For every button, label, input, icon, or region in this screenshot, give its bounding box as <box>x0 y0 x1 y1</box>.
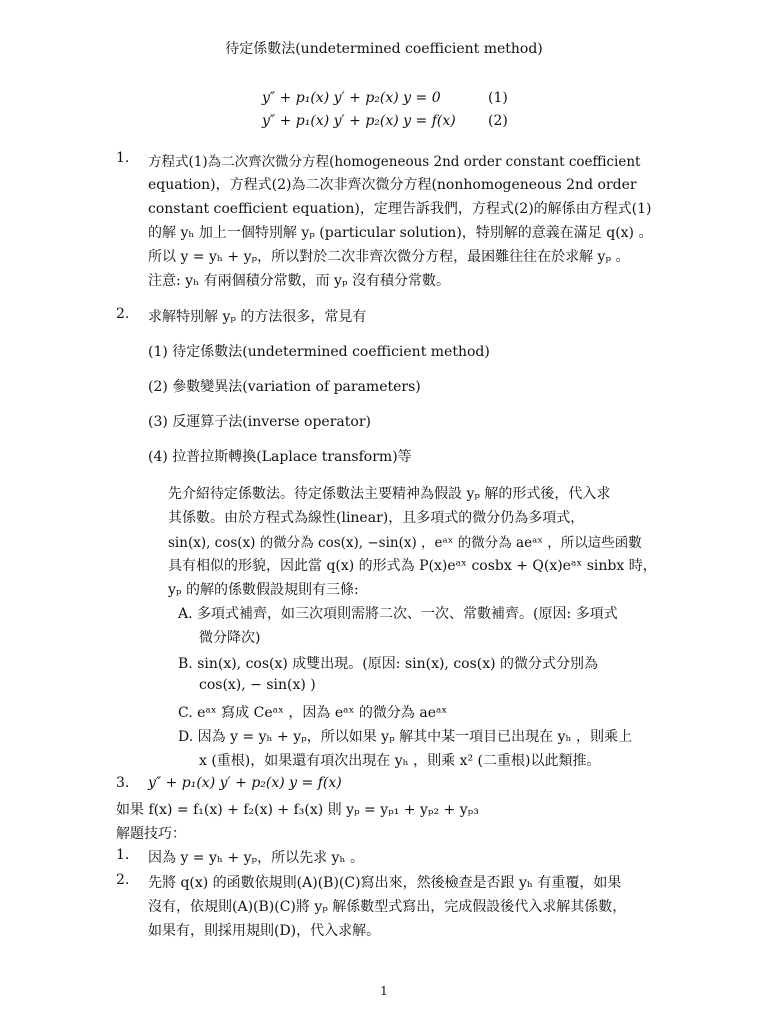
section-3-equation: y″ + p₁(x) y′ + p₂(x) y = f(x) <box>148 775 342 791</box>
rule-b: B. sin(x), cos(x) 成雙出現。(原因: sin(x), cos(x) 的微分式分別為 <box>178 656 599 672</box>
section-1-line: constant coefficient equation)，定理告訴我們，方程式(2)的解係由方程式(1) <box>148 201 652 217</box>
method-item: (3) 反運算子法(inverse operator) <box>148 414 371 430</box>
page-title: 待定係數法(undetermined coefficient method) <box>225 41 543 57</box>
tip-2-line: 沒有，依規則(A)(B)(C)將 yₚ 解係數型式寫出，完成假設後代入求解其係數， <box>148 899 627 915</box>
tip-2-line: 先將 q(x) 的函數依規則(A)(B)(C)寫出來，然後檢查是否跟 yₕ 有重覆，如果 <box>148 875 622 891</box>
tip-1-number: 1. <box>116 847 130 863</box>
rule-c: C. eᵃˣ 寫成 Ceᵃˣ ，因為 eᵃˣ 的微分為 aeᵃˣ <box>178 705 448 721</box>
paragraph-line: yₚ 的解的係數假設規則有三條: <box>168 582 359 598</box>
paragraph-line: 具有相似的形貌，因此當 q(x) 的形式為 P(x)eᵃˣ cosbx + Q(x)eᵃˣ sinbx 時， <box>168 558 657 574</box>
rule-b-cont: cos(x), − sin(x) ) <box>199 677 316 693</box>
page-number: 1 <box>380 984 388 998</box>
tip-1-line: 因為 y = yₕ + yₚ，所以先求 yₕ 。 <box>148 850 364 866</box>
section-1-line: 所以 y = yₕ + yₚ，所以對於二次非齊次微分方程，最困難往往在於求解 yₚ 。 <box>148 249 630 265</box>
section-2-intro: 求解特別解 yₚ 的方法很多，常見有 <box>148 309 367 325</box>
section-1-line: 方程式(1)為二次齊次微分方程(homogeneous 2nd order constant coefficient <box>148 154 641 170</box>
section-3-number: 3. <box>116 775 130 791</box>
equation-1-number: (1) <box>488 90 508 106</box>
method-item: (4) 拉普拉斯轉換(Laplace transform)等 <box>148 449 412 465</box>
section-3-if-line: 如果 f(x) = f₁(x) + f₂(x) + f₃(x) 則 yₚ = yₚ₁ + yₚ₂ + yₚ₃ <box>116 802 479 818</box>
section-2-number: 2. <box>116 306 130 322</box>
rule-a-cont: 微分降次) <box>199 630 261 646</box>
section-1-line: equation)，方程式(2)為二次非齊次微分方程(nonhomogeneous 2nd order <box>148 177 637 193</box>
paragraph-line: sin(x), cos(x) 的微分為 cos(x), −sin(x) ，eᵃˣ 的微分為 aeᵃˣ ，所以這些函數 <box>168 535 642 551</box>
equation-2-number: (2) <box>488 113 508 129</box>
rule-d: D. 因為 y = yₕ + yₚ，所以如果 yₚ 解其中某一項目已出現在 yₕ ，則乘上 <box>178 729 632 745</box>
paragraph-line: 其係數。由於方程式為線性(linear)，且多項式的微分仍為多項式， <box>168 510 585 526</box>
equation-2: y″ + p₁(x) y′ + p₂(x) y = f(x) <box>262 113 456 129</box>
rule-a: A. 多項式補齊，如三次項則需將二次、一次、常數補齊。(原因: 多項式 <box>178 606 618 622</box>
rule-d-cont: x (重根)，如果還有項次出現在 yₕ ，則乘 x² (二重根)以此類推。 <box>199 753 601 769</box>
paragraph-line: 先介紹待定係數法。待定係數法主要精神為假設 yₚ 解的形式後，代入求 <box>168 486 611 502</box>
section-1-line: 的解 yₕ 加上一個特別解 yₚ (particular solution)，特別解的意義在滿足 q(x) 。 <box>148 225 653 241</box>
equation-1: y″ + p₁(x) y′ + p₂(x) y = 0 <box>262 90 441 106</box>
tip-2-number: 2. <box>116 872 130 888</box>
method-item: (1) 待定係數法(undetermined coefficient method) <box>148 344 490 360</box>
tip-2-line: 如果有，則採用規則(D)，代入求解。 <box>148 923 381 939</box>
method-item: (2) 參數變異法(variation of parameters) <box>148 379 421 395</box>
section-1-line: 注意: yₕ 有兩個積分常數，而 yₚ 沒有積分常數。 <box>148 273 450 289</box>
section-1-number: 1. <box>116 150 130 166</box>
tips-title: 解題技巧： <box>116 826 186 842</box>
